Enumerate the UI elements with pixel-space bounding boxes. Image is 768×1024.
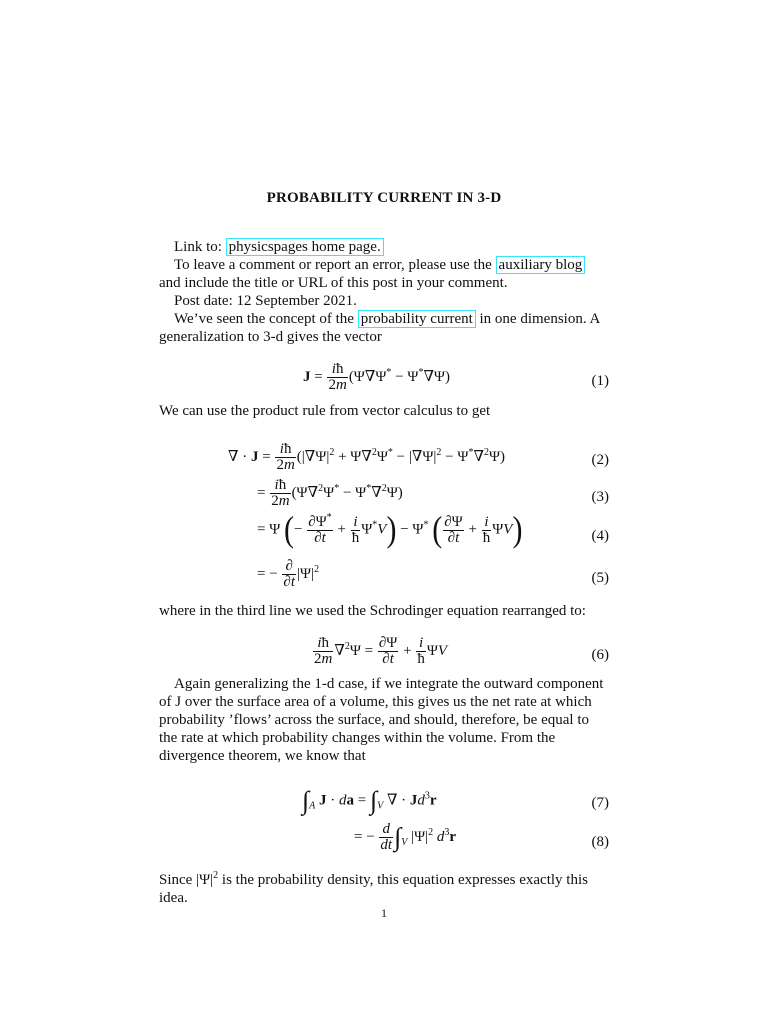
page-number: 1 (381, 906, 387, 920)
equation-8: = − $\frac{d}{dt}$ $\int_V$ $|\Psi|^2$ $d^3r$ (354, 821, 457, 853)
equation-number-5: (5) (591, 570, 609, 586)
equation-number-2: (2) (591, 452, 609, 468)
since-b: is the probability density, this equation expresses exactly this idea. (159, 872, 588, 906)
equation-number-7: (7) (591, 795, 609, 811)
product-rule-paragraph: We can use the product rule from vector calculus to get (159, 403, 491, 419)
link-prefix: Link to: (174, 239, 226, 255)
equation-4: = Ψ (− $\frac{\partial\Psi^*}{\partial t}$ + $\frac{i}{ħ}$ Ψ*V) − Ψ* ( $\frac{\partial\Psi}{\partial t}$ + $\frac{i}{ħ}$ ΨV) (257, 509, 523, 550)
equation-1: J = $\frac{iħ}{2m}$ (Ψ∇Ψ* − Ψ*∇Ψ) (303, 361, 450, 393)
equation-2: ∇ · J = $\frac{iħ}{2m}$ $(|\nabla\Psi|^2 + \Psi\nabla^2\Psi^* - |\nabla\Psi|^2 - \Psi^*\nabla^2\Psi)$ (228, 441, 505, 473)
equation-number-3: (3) (591, 489, 609, 505)
equation-number-8: (8) (591, 834, 609, 850)
intro-before: We’ve seen the concept of the (174, 311, 358, 327)
header-block (159, 238, 609, 346)
page-title: PROBABILITY CURRENT IN 3-D (266, 190, 502, 206)
comment-line (159, 256, 609, 292)
again-text: Again generalizing the 1-d case, if we integrate the outward component of J over the surface area of a volume, this gives us the net rate at which probability ’flows’ across the surface, and should, therefore, be equal to the rate at which probability changes within the volume. From the divergence theorem, we know that (159, 676, 604, 764)
equation-3: = $\frac{iħ}{2m}$ (Ψ∇$^2$Ψ* − Ψ*∇$^2$Ψ) (257, 477, 403, 509)
equation-7: $\int_A$ J · da = $\int_V$ ∇ · $Jd^3r$ (302, 786, 437, 815)
equation-number-6: (6) (591, 647, 609, 663)
since-a: Since |Ψ| (159, 872, 214, 888)
intro-after: in one dimension. A generalization to 3-d gives the vector (159, 311, 600, 345)
probability-current-link[interactable]: probability current (358, 310, 476, 328)
intro-paragraph (159, 310, 609, 346)
comment-before: To leave a comment or report an error, please use the (174, 257, 496, 273)
home-page-link[interactable]: physicspages home page. (226, 238, 384, 256)
since-paragraph (159, 871, 609, 907)
equation-6: $\frac{iħ}{2m}$ ∇$^2$Ψ = $\frac{\partial\Psi}{\partial t}$ + $\frac{i}{ħ}$ ΨV (314, 635, 448, 667)
equation-number-4: (4) (591, 528, 609, 544)
post-date: Post date: 12 September 2021. (174, 293, 357, 309)
again-paragraph (159, 675, 609, 765)
link-line (159, 238, 609, 256)
third-line-paragraph: where in the third line we used the Schrodinger equation rearranged to: (159, 603, 586, 619)
equation-number-1: (1) (591, 373, 609, 389)
since-text: Since $|\Psi|^2$ is the probability density, this equation expresses exactly this idea. (159, 870, 588, 906)
comment-after: and include the title or URL of this post in your comment. (159, 275, 508, 291)
auxiliary-blog-link[interactable]: auxiliary blog (496, 256, 586, 274)
equation-5: = − $\frac{\partial}{\partial t}$ $|\Psi|^2$ (257, 558, 320, 590)
